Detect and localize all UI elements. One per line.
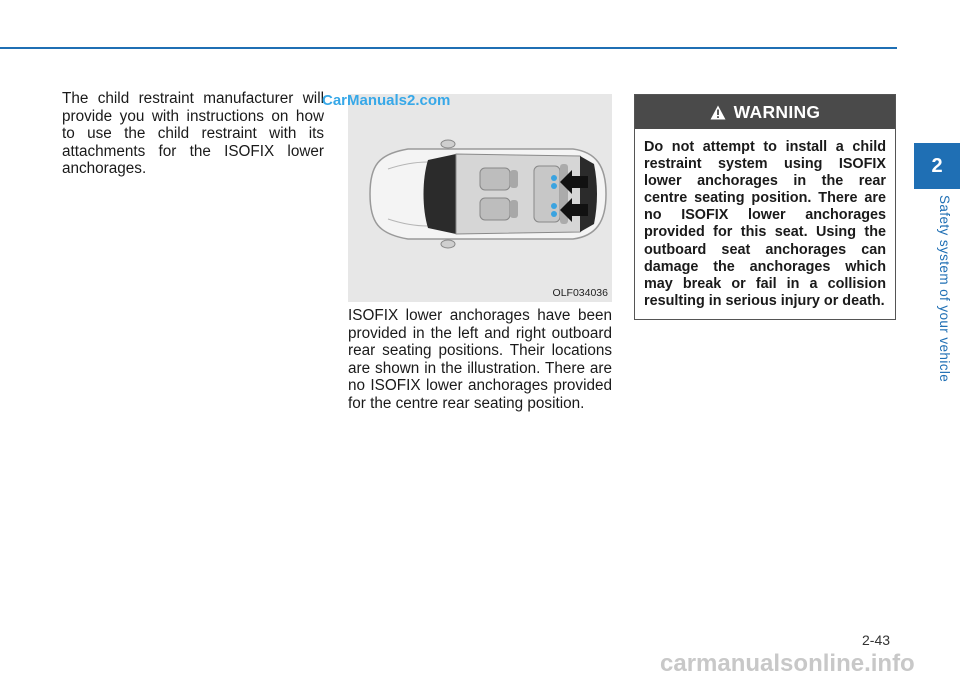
isofix-figure: [348, 94, 612, 302]
footer-watermark: carmanualsonline.info: [660, 650, 915, 677]
figure-code: OLF034036: [552, 287, 608, 299]
chapter-tab[interactable]: 2: [914, 143, 960, 189]
warning-box: [634, 94, 896, 320]
car-top-view-illustration: [348, 94, 612, 302]
warning-triangle-icon: [710, 105, 726, 120]
warning-header: [635, 95, 895, 129]
isofix-location-paragraph: ISOFIX lower anchorages have been provided in the left and right outboard rear seating positions. Their locations are shown in the illustration. There are no ISOFIX lower anchorages provided for the centre rear seating position.: [348, 307, 612, 412]
intro-paragraph: The child restraint manufacturer will provide you with instructions on how to use the child restraint with its attachments for the ISOFIX lower anchorages.: [62, 90, 324, 178]
warning-text: Do not attempt to install a child restraint system using ISOFIX lower anchorages in the rear centre seating position. There are no ISOFIX lower anchorages provided for this seat. Using the outboard seat anchorages can damage the anchorages which may break or fail in a collision resulting in serious injury or death.: [644, 139, 886, 309]
page-number: 2-43: [862, 632, 891, 648]
chapter-title: Safety system of your vehicle: [937, 195, 952, 383]
watermark-text: CarManuals2.com: [322, 92, 451, 109]
header-rule: [0, 47, 897, 49]
warning-title: WARNING: [733, 101, 821, 122]
